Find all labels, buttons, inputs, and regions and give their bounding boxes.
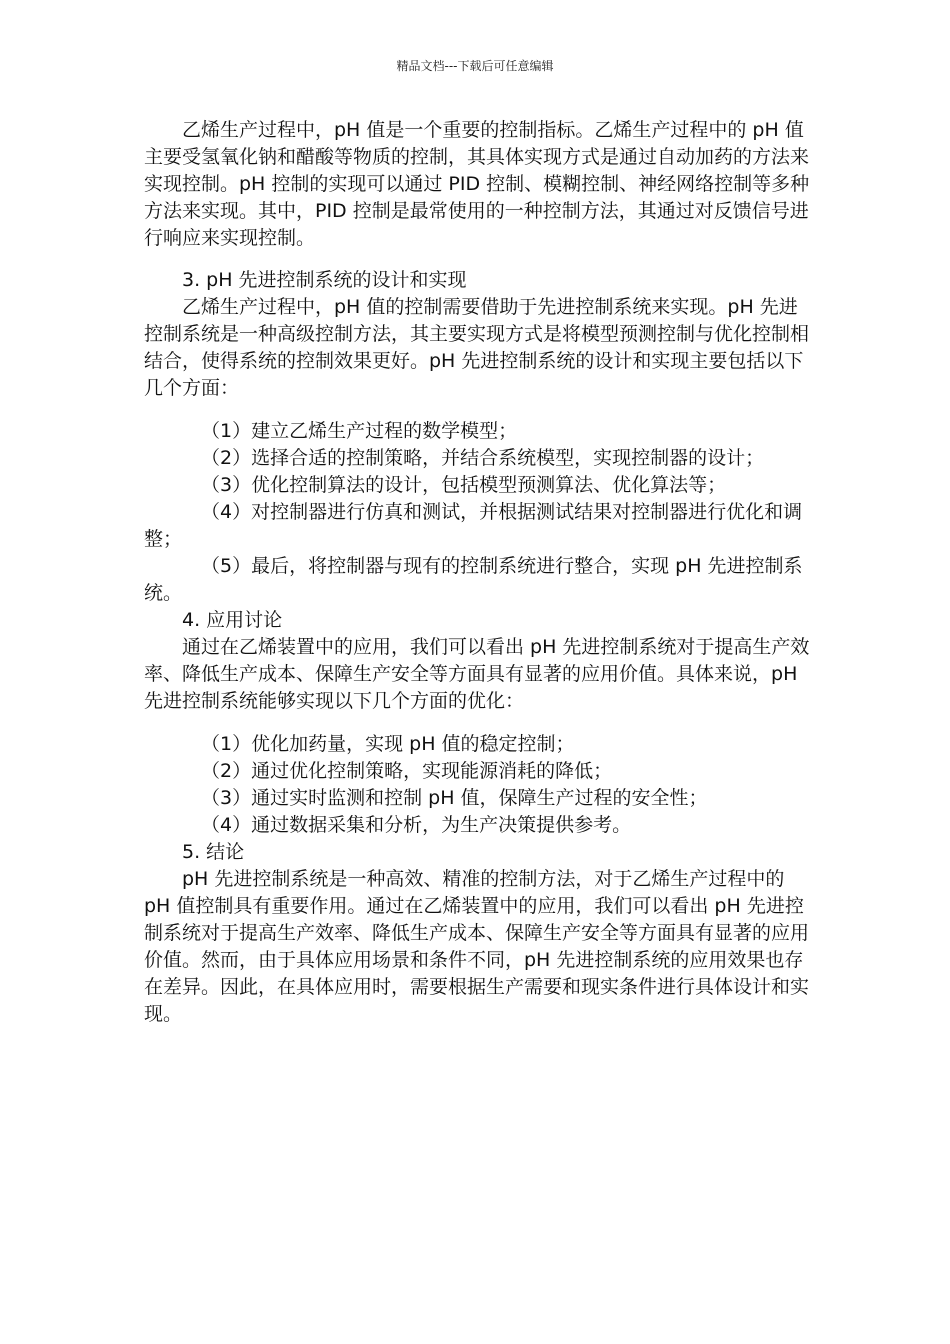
section-4-heading: 4. 应用讨论 bbox=[182, 609, 283, 631]
page-header: 精品文档---下载后可任意编辑 bbox=[396, 59, 554, 73]
section-3-item-4: （4）对控制器进行仿真和测试，并根据测试结果对控制器进行优化和调整； bbox=[144, 501, 803, 550]
section-4-item-1: （1）优化加药量，实现 pH 值的稳定控制； bbox=[201, 733, 575, 755]
document-body bbox=[144, 117, 810, 1028]
section-4-item-4: （4）通过数据采集和分析，为生产决策提供参考。 bbox=[201, 814, 632, 836]
section-5-paragraph: pH 先进控制系统是一种高效、精准的控制方法，对于乙烯生产过程中的 pH 值控制具有重要作用。通过在乙烯装置中的应用，我们可以看出 pH 先进控制系统对于提高生产效率、降低生产成本、保障生产安全等方面具有显著的应用价值。然而，由于具体应用场景和条件不同，pH 先进控制系统的应用效果也存在差异。因此，在具体应用时，需要根据生产需要和现实条件进行具体设计和实现。 bbox=[144, 868, 810, 1025]
section-3-item-3: （3）优化控制算法的设计，包括模型预测算法、优化算法等； bbox=[201, 474, 727, 496]
section-3-item-1: （1）建立乙烯生产过程的数学模型； bbox=[201, 420, 518, 442]
section-3-heading: 3. pH 先进控制系统的设计和实现 bbox=[182, 269, 467, 291]
section-4-paragraph: 通过在乙烯装置中的应用，我们可以看出 pH 先进控制系统对于提高生产效率、降低生产成本、保障生产安全等方面具有显著的应用价值。具体来说，pH 先进控制系统能够实现以下几个方面的优化： bbox=[144, 636, 810, 712]
section-4-item-2: （2）通过优化控制策略，实现能源消耗的降低； bbox=[201, 760, 613, 782]
section-3-item-2: （2）选择合适的控制策略，并结合系统模型，实现控制器的设计； bbox=[201, 447, 765, 469]
intro-paragraph: 乙烯生产过程中，pH 值是一个重要的控制指标。乙烯生产过程中的 pH 值主要受氢氧化钠和醋酸等物质的控制，其具体实现方式是通过自动加药的方法来实现控制。pH 控制的实现可以通过 PID 控制、模糊控制、神经网络控制等多种方法来实现。其中，PID 控制是最常使用的一种控制方法，其通过对反馈信号进行响应来实现控制。 bbox=[144, 119, 810, 249]
section-5-heading: 5. 结论 bbox=[182, 841, 245, 863]
section-3-paragraph: 乙烯生产过程中，pH 值的控制需要借助于先进控制系统来实现。pH 先进控制系统是一种高级控制方法，其主要实现方式是将模型预测控制与优化控制相结合，使得系统的控制效果更好。pH 先进控制系统的设计和实现主要包括以下几个方面： bbox=[144, 296, 810, 399]
section-4-item-3: （3）通过实时监测和控制 pH 值，保障生产过程的安全性； bbox=[201, 787, 708, 809]
section-3-item-5: （5）最后，将控制器与现有的控制系统进行整合，实现 pH 先进控制系统。 bbox=[144, 555, 803, 604]
